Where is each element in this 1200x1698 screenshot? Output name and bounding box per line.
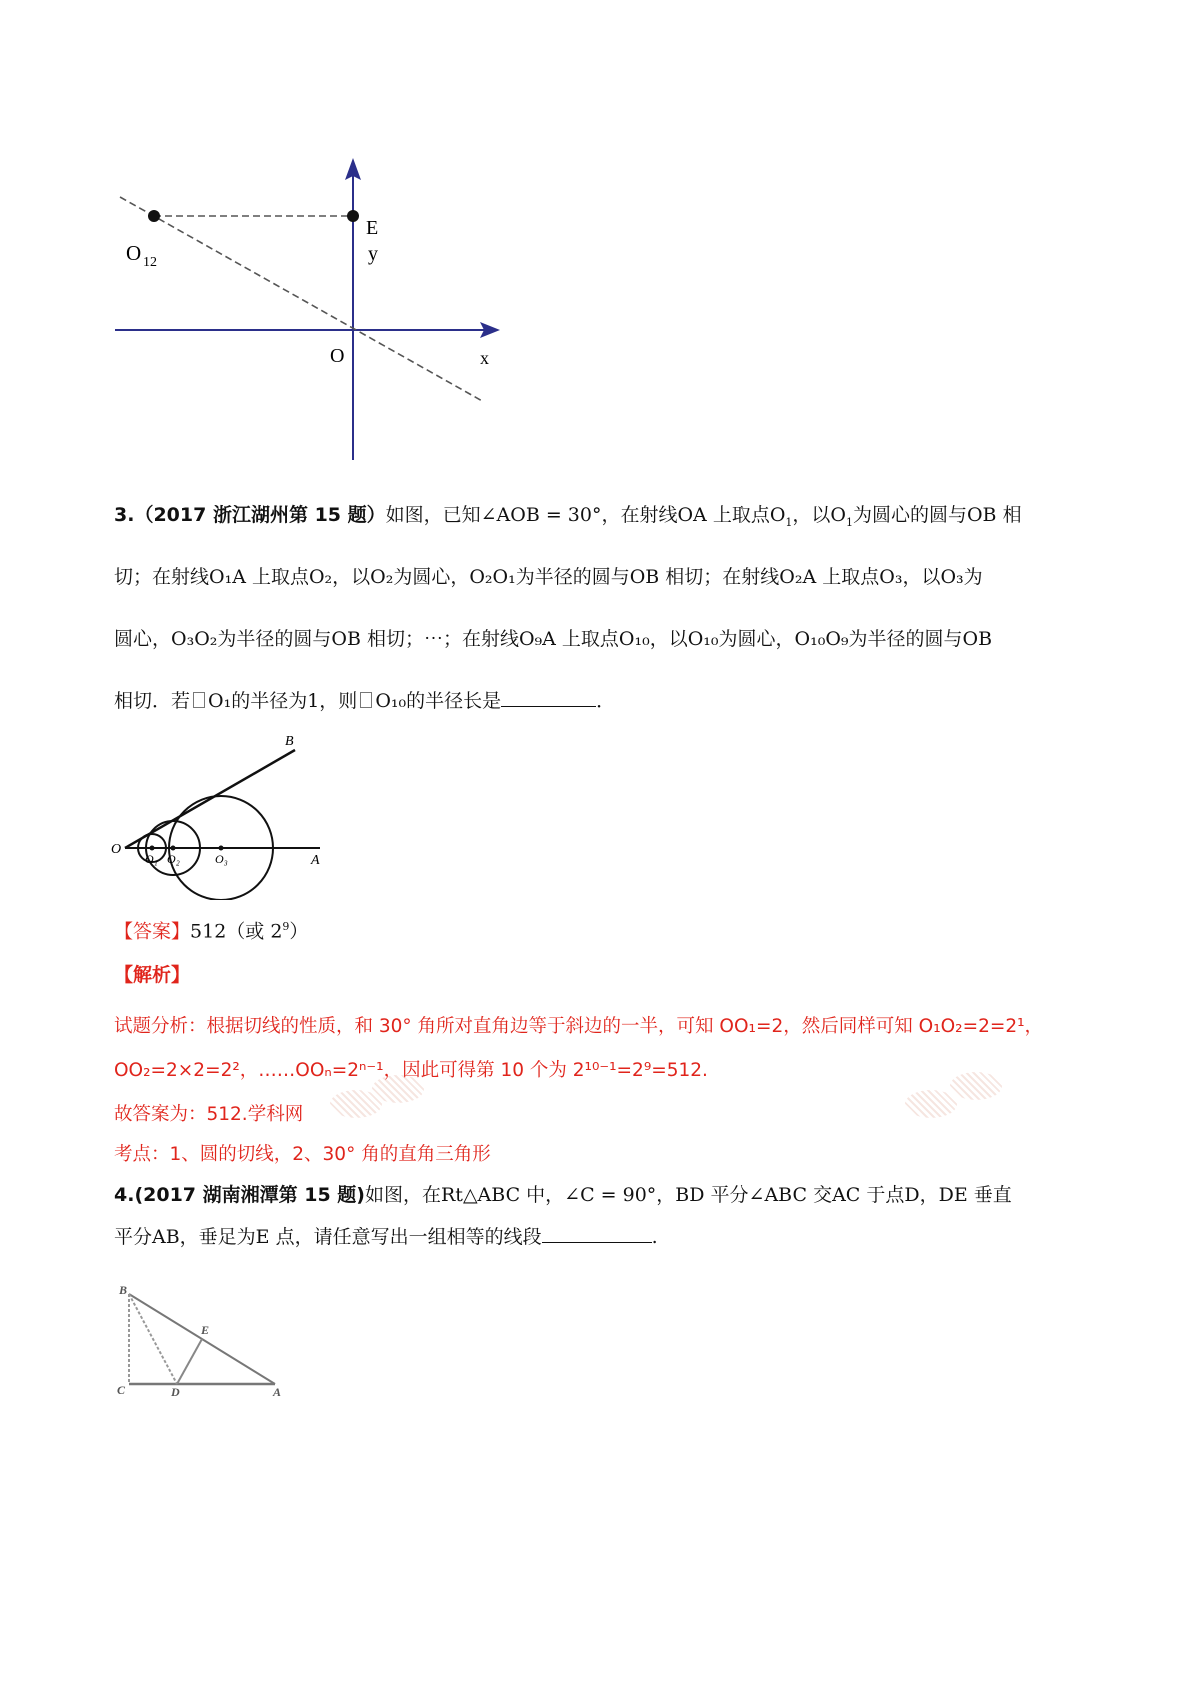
- label-e: E: [201, 1323, 210, 1337]
- analysis-line-1: 试题分析：根据切线的性质，和 30° 角所对直角边等于斜边的一半，可知 OO₁=2，然后同样可知 O₁O₂=2=2¹，: [114, 1016, 1044, 1037]
- segment-de: [177, 1339, 202, 1384]
- label-origin: O: [330, 345, 345, 367]
- q3-sub-1: 1: [785, 515, 793, 529]
- label-a: A: [311, 853, 320, 868]
- analysis-line-2: OO₂=2×2=2²，……OOₙ=2ⁿ⁻¹，因此可得第 10 个为 2¹⁰⁻¹=2⁹=512.: [114, 1060, 708, 1081]
- label-o3: O₃: [215, 852, 228, 866]
- q4-text-2a: 平分AB，垂足为E 点，请任意写出一组相等的线段: [114, 1226, 542, 1248]
- point-o3: [219, 846, 224, 851]
- answer-sup: 9: [282, 920, 290, 933]
- q3-sub-2: 1: [845, 515, 853, 529]
- label-d: D: [171, 1385, 180, 1399]
- q4-source: (2017 湖南湘潭第 15 题): [134, 1184, 365, 1206]
- q3-line-2: 切；在射线O₁A 上取点O₂，以O₂为圆心，O₂O₁为半径的圆与OB 相切；在射线O₂A 上取点O₃，以O₃为: [114, 566, 983, 588]
- analysis-tag: 【解析】: [114, 964, 191, 986]
- watermark-shape: [372, 1075, 424, 1103]
- q3-text-4end: ．: [596, 690, 616, 712]
- q3-text-1c: ，以O: [792, 504, 846, 526]
- segment-bd: [129, 1294, 177, 1384]
- label-o: O: [111, 842, 122, 857]
- q3-text-1e: 为圆心的圆与OB 相: [852, 504, 1022, 526]
- q3-line-3: 圆心，O₃O₂为半径的圆与OB 相切；⋯；在射线O₉A 上取点O₁₀，以O₁₀为圆心，O₁₀O₉为半径的圆与OB: [114, 628, 993, 650]
- point-o2: [171, 846, 176, 851]
- answer-close: ）: [289, 920, 309, 943]
- q4-line-1: [114, 1180, 1130, 1210]
- label-o1: O₁: [145, 852, 158, 866]
- q3-answer-blank: [501, 688, 596, 707]
- label-b: B: [119, 1283, 128, 1297]
- q3-line-1: [114, 500, 1130, 538]
- q4-text-1: 如图，在Rt△ABC 中，∠C = 90°，BD 平分∠ABC 交AC 于点D，DE 垂直: [365, 1184, 1012, 1206]
- point-o1: [150, 846, 155, 851]
- q3-number: 3.: [114, 504, 135, 526]
- label-e: E: [366, 217, 379, 239]
- watermark-shape: [905, 1090, 957, 1118]
- label-o12-sub: 12: [143, 255, 157, 270]
- analysis-line-3: 故答案为：512.学科网: [114, 1104, 304, 1125]
- label-o12: O: [126, 241, 142, 265]
- label-b: B: [285, 734, 294, 749]
- answer-tag: 【答案】: [114, 920, 191, 943]
- circle-symbol-icon: [193, 692, 205, 708]
- q4-line-2: [114, 1222, 1130, 1252]
- q3-text-4a: 相切．若: [114, 690, 191, 712]
- q3-line-4: [114, 686, 1130, 716]
- dashed-line: [120, 197, 484, 402]
- answer-text: 512（或 2: [190, 920, 283, 943]
- analysis-line-4: 考点：1、圆的切线，2、30° 角的直角三角形: [114, 1144, 491, 1165]
- q3-source: （2017 浙江湖州第 15 题）: [134, 504, 386, 526]
- q3-text-1a: 如图，已知∠AOB = 30°，在射线OA 上取点O: [385, 504, 786, 526]
- answer-line: [114, 912, 1130, 946]
- q3-text-4c: O₁₀的半径长是: [375, 690, 502, 712]
- circle-symbol-icon: [360, 692, 372, 708]
- q4-text-2end: .: [651, 1226, 658, 1248]
- point-e: [347, 210, 359, 222]
- point-o12: [148, 210, 160, 222]
- label-o2: O₂: [167, 852, 180, 866]
- label-a: A: [273, 1385, 282, 1399]
- q4-answer-blank: [542, 1224, 652, 1243]
- label-x: x: [480, 348, 489, 368]
- label-c: C: [117, 1383, 126, 1397]
- q3-text-4b: O₁的半径为1，则: [208, 690, 358, 712]
- label-y: y: [368, 243, 378, 265]
- triangle-figure: [105, 1280, 305, 1410]
- watermark-shape: [950, 1072, 1002, 1100]
- coordinate-figure: [100, 150, 530, 470]
- tangent-circles-figure: [105, 730, 335, 900]
- q4-number: 4.: [114, 1184, 135, 1206]
